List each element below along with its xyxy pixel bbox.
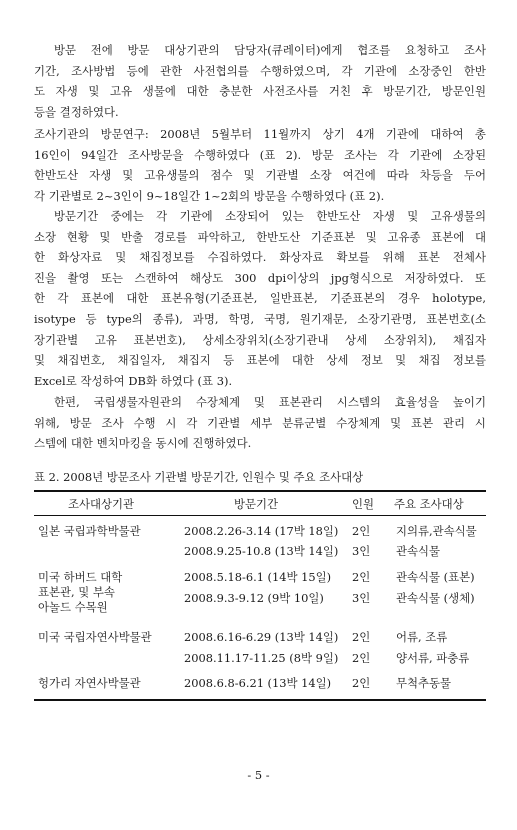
visit-period: 2008.6.16-6.29 (13박 14일) [184,630,339,644]
text-line: 한편, 국립생물자원관의 수장체계 및 표본관리 시스템의 효율성을 높이기 [54,395,486,409]
text-line: 스템에 대한 벤치마킹을 동시에 진행하였다. [34,436,252,451]
text-line: 소장 현황 및 반출 경로를 파악하고, 한반도산 기준표본 및 고유종 표본에 대 [34,229,486,244]
paragraph-benchmarking [34,392,486,454]
header-institution: 조사대상기관 [68,497,135,511]
text-line: 한반도산 자생 및 고유생물의 점수 및 기관별 소장 여건에 따라 차등을 두어 [34,168,486,183]
survey-target: 관속식물 (생체) [396,591,475,605]
people-count: 2인 [352,630,371,644]
survey-target: 어류, 조류 [396,630,448,644]
text-line: 도 자생 및 고유 생물에 대한 충분한 사전조사를 거친 후 방문기간, 방문인원 [34,84,486,99]
people-count: 3인 [352,591,371,605]
paragraph-data-collection [34,206,486,391]
visit-period: 2008.9.25-10.8 (13박 14일) [184,544,339,558]
visit-period: 2008.6.8-6.21 (13박 14일) [184,676,332,690]
text-line: 진을 촬영 또는 스캔하여 해상도 300 dpi이상의 jpg형식으로 저장하였다. 또 [34,270,486,285]
text-line: 각 기관별로 2~3인이 9~18일간 1~2회의 방문을 수행하였다 (표 2). [34,188,385,203]
page-number: - 5 - [247,768,270,782]
survey-target: 지의류,관속식물 [396,524,477,538]
visit-period: 2008.9.3-9.12 (9박 10일) [184,591,324,605]
people-count: 2인 [352,651,371,665]
survey-target: 관속식물 (표본) [396,570,475,584]
survey-target: 관속식물 [396,544,441,558]
table-top-rule [34,490,486,492]
paragraph-visit-research [34,124,486,206]
text-line: isotype 등 type의 종류), 과명, 학명, 국명, 원기재문, 소장기관명, 표본번호(소 [34,311,486,326]
survey-target: 양서류, 파충류 [396,651,470,665]
survey-target: 무척추동물 [396,676,452,690]
people-count: 2인 [352,524,371,538]
text-line: Excel로 작성하여 DB화 하였다 (표 3). [34,373,233,388]
table-bottom-rule [34,699,486,701]
text-line: 기간, 조사방법 등에 관한 사전협의를 수행하였으며, 각 기관에 소장중인 한반 [34,63,486,78]
visit-period: 2008.2.26-3.14 (17박 18일) [184,524,339,538]
text-line: 및 채집번호, 채집일자, 채집지 등 표본에 대한 상세 정보 및 채집 정보를 [34,353,486,368]
people-count: 2인 [352,570,371,584]
people-count: 3인 [352,544,371,558]
text-line: 한 각 표본에 대한 표본유형(기준표본, 일반표본, 기준표본의 경우 holotype, [34,291,486,306]
text-line: 장기관별 고유 표본번호), 상세소장위치(소장기관내 상세 소장위치), 채집자 [34,332,486,347]
institution-name: 표본관, 및 부속 [38,585,115,599]
institution-name: 일본 국립과학박물관 [38,524,141,538]
text-line: 등을 결정하였다. [34,104,119,119]
header-period: 방문기간 [234,497,279,511]
visit-period: 2008.5.18-6.1 (14박 15일) [184,570,332,584]
text-line: 조사기관의 방문연구: 2008년 5월부터 11월까지 상기 4개 기관에 대하여 총 [34,127,486,141]
institution-name: 아놀드 수목원 [38,600,108,614]
institution-name: 헝가리 자연사박물관 [38,676,141,690]
institution-name: 미국 하버드 대학 [38,570,123,584]
table-caption: 표 2. 2008년 방문조사 기관별 방문기간, 인원수 및 주요 조사대상 [34,470,364,484]
institution-name: 미국 국립자연사박물관 [38,630,152,644]
text-line: 위해, 방문 조사 수행 시 각 기관별 세부 분류군별 수장체계 및 표본 관리 시 [34,415,486,430]
paragraph-visit-preparation [34,40,486,122]
people-count: 2인 [352,676,371,690]
header-target: 주요 조사대상 [394,497,464,511]
header-people: 인원 [352,497,375,511]
visit-period: 2008.11.17-11.25 (8박 9일) [184,651,339,665]
text-line: 방문 전에 방문 대상기관의 담당자(큐레이터)에게 협조를 요청하고 조사 [54,43,486,57]
text-line: 방문기간 중에는 각 기관에 소장되어 있는 한반도산 자생 및 고유생물의 [54,209,486,223]
text-line: 16인이 94일간 조사방문을 수행하였다 (표 2). 방문 조사는 각 기관에 소장된 [34,147,486,162]
table-header-rule [34,515,486,516]
text-line: 한 화상자료 및 채집정보를 수집하였다. 화상자료 확보를 위해 표본 전체사 [34,250,486,265]
